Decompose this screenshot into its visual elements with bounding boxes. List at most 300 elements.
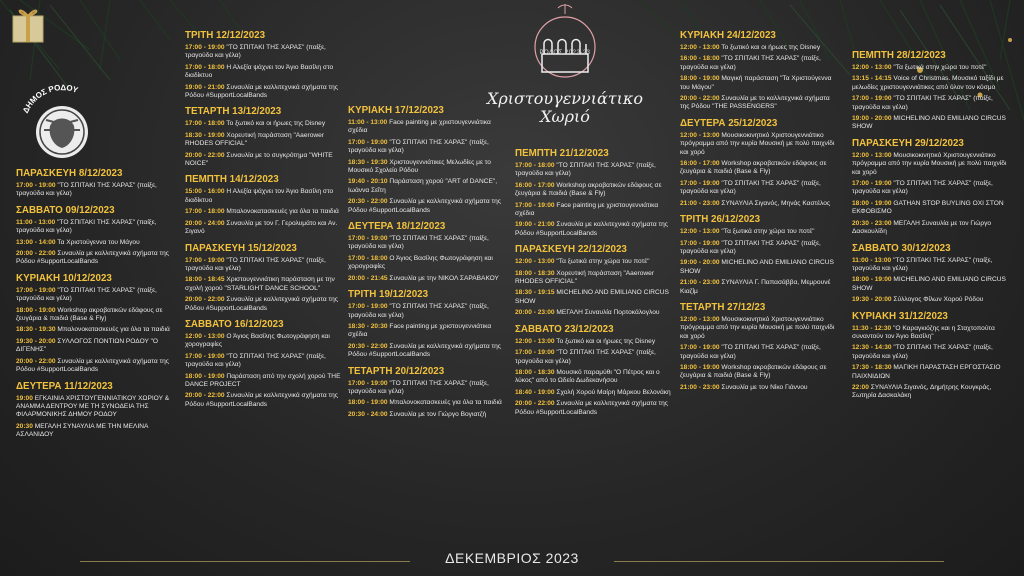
event-time: 20:00 - 22:00	[680, 95, 720, 103]
event-item	[852, 180, 1012, 197]
event-time: 15:00 - 16:00	[185, 188, 225, 196]
event-description: ΣΥΝΑΥΛΙΑ Γ. Παπασάββα, Μεμρουνέ Κιαζίμ	[680, 279, 831, 295]
day-block	[852, 138, 1012, 237]
event-description: MICHELINO AND EMILIANO CIRCUS SHOW	[852, 276, 1006, 292]
event-time: 17:00 - 19:00	[852, 95, 892, 103]
event-time: 19:00	[16, 394, 33, 402]
day-block	[515, 148, 675, 238]
logo-top-text: ΡΟΔΟΣ 2022-23	[539, 50, 591, 56]
event-time: 17:00 - 19:00	[852, 180, 892, 188]
month-title: ΔΕΚΕΜΒΡΙΟΣ 2023	[445, 550, 579, 566]
event-time: 18:30 - 19:30	[16, 326, 56, 334]
event-item	[852, 257, 1012, 274]
event-item	[185, 152, 345, 169]
event-description: "ΤΟ ΣΠΙΤΑΚΙ ΤΗΣ ΧΑΡΑΣ" (παίξε, τραγούδα και γέλα)	[680, 179, 821, 196]
event-time: 18:00 - 19:00	[852, 276, 892, 284]
event-description: Σχολή Χορού Μαίρη Μάρκου Βελονάκη	[554, 388, 671, 396]
event-description: Το ξωτικό και οι ήρωες της Disney	[224, 120, 326, 128]
ornament-icon	[500, 2, 630, 82]
event-time: 12:00 - 13:00	[680, 228, 720, 236]
event-item	[680, 95, 840, 112]
event-item	[185, 64, 345, 81]
event-item	[852, 364, 1012, 381]
day-title: ΠΕΜΠΤΗ 28/12/2023	[852, 50, 946, 61]
event-description: Συναυλία με το καλλιτεχνικά σχήματα της Ρόδου "THE PASSENGERS"	[680, 95, 830, 111]
day-block	[680, 118, 840, 208]
event-item	[515, 162, 675, 179]
event-description: MICHELINO AND EMILIANO CIRCUS SHOW	[680, 259, 834, 275]
day-block	[852, 243, 1012, 305]
event-time: 17:00 - 19:00	[515, 349, 555, 357]
schedule-column-2	[185, 30, 345, 415]
event-description: "ΤΟ ΣΠΙΤΑΚΙ ΤΗΣ ΧΑΡΑΣ" (παίξε, τραγούδα και γέλα)	[680, 55, 821, 71]
event-item	[348, 119, 508, 136]
event-description: Face painting με χριστουγεννιάτικα σχέδια	[348, 119, 491, 135]
event-item	[185, 132, 345, 149]
event-description: ΣΥΝΑΥΛΙΑ Σιγανός, Δημήτρης Κουγκράς, Σωτηρία Δασκαλάκη	[852, 383, 992, 400]
event-time: 17:00 - 19:00	[680, 179, 720, 187]
day-block	[185, 243, 345, 313]
event-description: Συναυλία με το συγκρότημα "WHITE NOICE"	[185, 151, 333, 168]
event-description: Μουσικοκινητικό Χριστουγεννιάτικο πρόγραμμα από την κυρία Μουσική με πολύ παιχνίδι και χορό	[680, 315, 835, 340]
event-description: ΜΕΓΑΛΗ ΣΥΝΑΥΛΙΑ ΜΕ ΤΗΝ ΜΕΛΙΝΑ ΑΣΛΑΝΙΔΟΥ	[16, 422, 149, 439]
day-block	[16, 381, 176, 440]
day-title: ΠΕΜΠΤΗ 21/12/2023	[515, 148, 609, 159]
event-time: 17:00 - 18:00	[515, 162, 555, 169]
event-item	[515, 389, 675, 397]
event-time: 19:40 - 20:10	[348, 178, 388, 186]
event-item	[348, 139, 508, 156]
event-time: 17:00 - 19:00	[185, 44, 225, 51]
event-description: MICHELINO AND EMILIANO CIRCUS SHOW	[515, 289, 669, 305]
event-time: 21:00 - 23:00	[680, 279, 720, 287]
event-item	[185, 333, 345, 350]
event-description: Το ξωτικό και οι ήρωες της Disney	[719, 44, 821, 51]
event-description: "Τα ξωτικά στην χώρα του ποτέ"	[554, 258, 650, 266]
event-time: 18:00 - 19:00	[852, 199, 892, 207]
event-description: Η Αλεξία ψάχνει τον Άγιο Βασίλη στο διαδίκτυο	[185, 63, 334, 80]
day-title: ΔΕΥΤΕΡΑ 25/12/2023	[680, 117, 778, 129]
event-time: 18:30 - 19:00	[185, 131, 225, 139]
gift-icon	[8, 6, 48, 44]
day-title: ΠΑΡΑΣΚΕΥΗ 15/12/2023	[185, 242, 297, 254]
event-description: "ΤΟ ΣΠΙΤΑΚΙ ΤΗΣ ΧΑΡΑΣ" (παίξε, τραγούδα και γέλα)	[852, 180, 993, 196]
day-block	[852, 50, 1012, 132]
event-item	[185, 188, 345, 205]
event-item	[16, 423, 176, 440]
event-item	[680, 384, 840, 392]
event-time: 12:00 - 13:00	[852, 151, 892, 159]
day-title: ΠΕΜΠΤΗ 14/12/2023	[185, 174, 279, 186]
event-item	[680, 228, 840, 236]
day-block	[852, 311, 1012, 401]
day-block	[348, 221, 508, 283]
event-item	[680, 55, 840, 72]
event-description: Μαγική παράσταση "Τα Χριστούγεννα του Μάγου"	[680, 75, 832, 91]
footer-divider-right	[614, 561, 944, 562]
event-description: Ο Άγιος Βασίλης Φωτογράφηση και χορογραφίες	[185, 332, 330, 349]
event-time: 18:00 - 18:30	[515, 269, 555, 277]
event-time: 19:00 - 21:00	[515, 221, 555, 229]
event-description: Χριστουγεννιάτικη παράσταση με την σχολή χορού "STARLIGHT DANCE SCHOOL"	[185, 276, 335, 292]
event-time: 18:00 - 19:00	[185, 372, 225, 380]
event-description: Παράσταση χορού "ART of DANCE", Ιωάννα Σεΐτη	[348, 178, 498, 194]
event-time: 12:00 - 13:00	[680, 44, 720, 51]
event-description: Workshop ακροβατικών εδάφους σε ζευγάρια & παιδιά (Base & Fly)	[680, 160, 827, 176]
event-item	[348, 411, 508, 419]
event-description: GATHAN STOP BUYLING ΟΧΙ ΣΤΟΝ ΕΚΦΟΒΙΣΜΟ	[852, 199, 1004, 216]
event-description: "Ο Καραγκιόζης και η Σταχτοπούτα συναντούν τον Άγιο Βασίλη"	[852, 324, 995, 340]
logo-line2: Χωριό	[540, 107, 590, 126]
day-block	[515, 244, 675, 317]
day-title: ΤΕΤΑΡΤΗ 13/12/2023	[185, 106, 282, 118]
event-item	[185, 353, 345, 370]
event-description: ΜΕΓΑΛΗ Συναυλία Πορτοκάλογλου	[554, 309, 660, 317]
event-description: "ΤΟ ΣΠΙΤΑΚΙ ΤΗΣ ΧΑΡΑΣ" (παίξε, τραγούδα και γέλα)	[515, 349, 656, 365]
event-description: Face painting με χριστουγεννιάτικα σχέδια	[515, 201, 659, 218]
event-description: ΣΥΛΛΟΓΟΣ ΠΟΝΤΙΩΝ ΡΟΔΟΥ "Ο ΔΙΓΕΝΗΣ"	[16, 337, 159, 354]
event-time: 12:00 - 13:00	[852, 64, 892, 71]
event-item	[185, 296, 345, 313]
event-item	[348, 159, 508, 176]
event-description: Συναυλία με καλλιτεχνικά σχήματα της Ρόδου #SupportLocalBands	[185, 296, 338, 312]
day-block	[348, 366, 508, 420]
day-title: ΔΕΥΤΕΡΑ 18/12/2023	[348, 221, 446, 233]
event-time: 18:00 - 18:30	[515, 368, 555, 376]
event-item	[515, 270, 675, 287]
event-time: 18:40 - 19:00	[515, 388, 555, 396]
event-item	[680, 259, 840, 276]
event-description: "ΤΟ ΣΠΙΤΑΚΙ ΤΗΣ ΧΑΡΑΣ" (παίξε, τραγούδα και γέλα)	[348, 303, 489, 319]
event-description: "ΤΟ ΣΠΙΤΑΚΙ ΤΗΣ ΧΑΡΑΣ" (παίξε, τραγούδα και γέλα)	[348, 235, 489, 251]
event-item	[16, 239, 176, 247]
day-title: ΤΡΙΤΗ 26/12/2023	[680, 214, 761, 226]
event-item	[680, 180, 840, 197]
event-time: 12:00 - 13:00	[680, 131, 720, 139]
event-time: 17:00 - 19:00	[515, 201, 555, 209]
event-description: Μουσικό παραμύθι "Ο Πέτρος και ο λύκος" από το Ωδείο Δωδεκανήσου	[515, 368, 660, 385]
event-description: Χορευτική παράσταση "Aaerower RHODES OFFICIAL"	[515, 269, 655, 286]
event-item	[348, 380, 508, 397]
day-title: ΚΥΡΙΑΚΗ 10/12/2023	[16, 272, 112, 284]
event-description: Workshop ακροβατικών εδάφους σε ζευγάρια & παιδιά (Base & Fly)	[515, 181, 662, 198]
schedule-column-3	[348, 105, 508, 425]
event-item	[680, 44, 840, 52]
day-title: ΠΑΡΑΣΚΕΥΗ 29/12/2023	[852, 137, 964, 149]
event-time: 20:30 - 23:00	[852, 219, 892, 227]
event-item	[348, 198, 508, 215]
event-description: "ΤΟ ΣΠΙΤΑΚΙ ΤΗΣ ΧΑΡΑΣ" (παίξε, τραγούδα και γέλα)	[515, 162, 656, 178]
event-item	[185, 257, 345, 274]
event-time: 20:00 - 22:00	[515, 400, 555, 408]
event-item	[852, 384, 1012, 401]
logo-line1: Χριστουγεννιάτικο	[486, 89, 644, 108]
event-description: ΕΓΚΑΙΝΙΑ ΧΡΙΣΤΟΥΓΕΝΝΙΑΤΙΚΟΥ ΧΩΡΙΟΥ & ΑΝΑΜΜΑ ΔΕΝΤΡΟΥ ΜΕ ΤΗ ΣΥΝΟΔΕΙΑ ΤΗΣ ΦΙΛΑΡΜΟΝΙΚΗΣ ΔΗΜΟΥ ΡΟΔΟΥ	[16, 394, 170, 419]
day-title: ΠΑΡΑΣΚΕΥΗ 22/12/2023	[515, 244, 627, 256]
event-description: Face painting με χριστουγεννιάτικα σχέδια	[348, 322, 492, 339]
event-description: Συναυλία με την ΝΙΚΟΛ ΣΑΡΑΒΑΚΟΥ	[387, 274, 499, 282]
day-title: ΣΑΒΒΑΤΟ 16/12/2023	[185, 318, 284, 330]
event-item	[852, 64, 1012, 72]
event-description: "ΤΟ ΣΠΙΤΑΚΙ ΤΗΣ ΧΑΡΑΣ" (παίξε, τραγούδα και γέλα)	[852, 344, 993, 360]
event-time: 17:00 - 19:00	[348, 235, 388, 243]
event-time: 18:00 - 18:45	[185, 276, 225, 284]
event-item	[16, 250, 176, 267]
event-description: Workshop ακροβατικών εδάφους σε ζευγάρια & παιδιά (Base & Fly)	[680, 363, 827, 380]
event-item	[515, 400, 675, 417]
event-item	[348, 178, 508, 195]
event-item	[348, 255, 508, 272]
day-block	[16, 273, 176, 375]
event-description: Συναυλία με τον Νίκο Γιάννου	[719, 383, 808, 391]
event-time: 17:00 - 19:00	[680, 344, 720, 352]
day-block	[16, 168, 176, 199]
event-description: Συναυλία με καλλιτεχνικά σχήματα της Ρόδου #SupportLocalBands	[185, 392, 338, 408]
event-item	[852, 200, 1012, 217]
event-description: Workshop ακροβατικών εδάφους σε ζευγάρια & παιδιά (Base & Fly)	[16, 306, 163, 323]
event-time: 20:00 - 22:00	[16, 250, 56, 258]
event-item	[16, 338, 176, 355]
day-block	[185, 174, 345, 236]
event-time: 18:00 - 19:00	[680, 363, 720, 371]
event-item	[515, 182, 675, 199]
event-time: 19:00 - 20:00	[852, 115, 892, 123]
event-item	[348, 399, 508, 407]
day-title: ΣΑΒΒΑΤΟ 23/12/2023	[515, 323, 614, 335]
event-description: "ΤΟ ΣΠΙΤΑΚΙ ΤΗΣ ΧΑΡΑΣ" (παίξε, τραγούδα και γέλα)	[680, 344, 821, 360]
event-description: Συναυλία με καλλιτεχνικά σχήματα της Ρόδου #SupportLocalBands	[348, 198, 501, 214]
event-description: Συναυλία με καλλιτεχνικά σχήματα της Ρόδου #SupportLocalBands	[515, 400, 668, 416]
event-item	[852, 344, 1012, 361]
event-item	[16, 219, 176, 236]
event-item	[348, 303, 508, 320]
event-description: Μουσικοκινητικό Χριστουγεννιάτικο πρόγραμμα από την κυρία Μουσική με πολύ παιχνίδι και χορό	[680, 131, 835, 156]
event-time: 17:00 - 19:00	[348, 379, 388, 387]
day-title: ΣΑΒΒΑΤΟ 30/12/2023	[852, 242, 951, 254]
event-item	[515, 309, 675, 317]
event-time: 11:30 - 12:30	[852, 324, 892, 332]
event-time: 18:00 - 19:00	[348, 399, 388, 407]
event-item	[185, 120, 345, 128]
event-time: 17:00 - 18:00	[185, 208, 225, 216]
event-time: 17:00 - 19:00	[348, 303, 388, 311]
event-description: Συναυλία με καλλιτεχνικά σχήματα της Ρόδου #SupportLocalBands	[16, 250, 169, 266]
event-item	[680, 316, 840, 341]
event-item	[16, 326, 176, 334]
day-block	[348, 289, 508, 359]
event-time: 17:30 - 18:30	[852, 364, 892, 372]
event-description: Μπαλονοκατασκευές για όλα τα παιδιά	[55, 326, 170, 334]
event-description: Συναυλία με τον Γ. Γερολυμάτο και Αν. Σιγανό	[185, 219, 338, 236]
event-time: 20:00 - 21:45	[348, 274, 388, 282]
event-item	[185, 373, 345, 390]
day-title: ΣΑΒΒΑΤΟ 09/12/2023	[16, 204, 115, 216]
event-item	[515, 349, 675, 366]
event-time: 16:00 - 17:00	[515, 181, 555, 189]
day-title: ΔΕΥΤΕΡΑ 11/12/2023	[16, 380, 113, 392]
event-description: Το ξωτικό και οι ήρωες της Disney	[554, 337, 656, 345]
event-time: 11:00 - 13:00	[348, 119, 388, 126]
event-description: Χορευτική παράσταση "Aaerower RHODES OFFICIAL"	[185, 131, 325, 148]
event-description: "ΤΟ ΣΠΙΤΑΚΙ ΤΗΣ ΧΑΡΑΣ" (παίξε, τραγούδα και γέλα)	[348, 138, 489, 155]
day-title: ΤΡΙΤΗ 12/12/2023	[185, 30, 266, 41]
event-description: "ΤΟ ΣΠΙΤΑΚΙ ΤΗΣ ΧΑΡΑΣ" (παίξε, τραγούδα και γέλα)	[348, 379, 489, 395]
municipality-emblem	[10, 60, 115, 170]
schedule-column-6	[852, 50, 1012, 407]
day-block	[185, 319, 345, 409]
event-time: 20:00 - 22:00	[16, 357, 56, 365]
event-time: 11:00 - 13:00	[852, 256, 892, 264]
event-time: 20:00 - 22:00	[185, 392, 225, 400]
event-item	[515, 369, 675, 386]
event-description: Μπαλονοκατασκευές για όλα τα παιδιά	[224, 208, 339, 216]
event-description: "ΤΟ ΣΠΙΤΑΚΙ ΤΗΣ ΧΑΡΑΣ" (παίξε, τραγούδα και γέλα)	[852, 95, 993, 111]
event-time: 20:30 - 22:00	[348, 342, 388, 350]
event-time: 12:00 - 13:00	[680, 315, 720, 323]
footer-divider-left	[80, 561, 410, 562]
event-item	[185, 44, 345, 61]
event-time: 22:00	[852, 383, 869, 391]
schedule-column-1	[16, 168, 176, 446]
event-item	[348, 235, 508, 252]
day-block	[680, 214, 840, 296]
event-item	[348, 343, 508, 360]
event-description: "ΤΟ ΣΠΙΤΑΚΙ ΤΗΣ ΧΑΡΑΣ" (παίξε, τραγούδα και γέλα)	[16, 286, 157, 303]
event-time: 18:30 - 20:30	[348, 322, 388, 330]
event-time: 18:00 - 19:00	[680, 75, 720, 83]
event-item	[185, 220, 345, 237]
event-item	[185, 208, 345, 216]
event-time: 16:00 - 17:00	[680, 160, 720, 168]
footer	[0, 550, 1024, 572]
event-description: Τα Χριστούγεννα του Μάγου	[55, 238, 140, 246]
event-item	[185, 84, 345, 101]
event-time: 21:00 - 23:00	[680, 383, 720, 391]
event-description: "Τα ξωτικά στην χώρα του ποτέ"	[891, 64, 987, 71]
event-item	[348, 323, 508, 340]
event-item	[680, 200, 840, 208]
event-item	[16, 358, 176, 375]
event-description: Σύλλογος Φίλων Χορού Ρόδου	[891, 296, 984, 304]
event-description: Συναυλία με καλλιτεχνικά σχήματα της Ρόδου #SupportLocalBands	[185, 83, 338, 100]
event-time: 20:30 - 22:00	[348, 198, 388, 206]
event-description: Συναυλία με καλλιτεχνικά σχήματα της Ρόδου #SupportLocalBands	[515, 221, 668, 237]
event-description: Χριστουγεννιάτικες Μελωδίες με το Μουσικό Σχολείο Ρόδου	[348, 158, 491, 175]
event-time: 17:00 - 19:00	[348, 138, 388, 146]
event-description: Παράσταση από την σχολή χορού THE DANCE PROJECT	[185, 372, 341, 388]
event-item	[515, 221, 675, 238]
event-time: 17:00 - 18:00	[185, 120, 225, 128]
event-item	[852, 115, 1012, 132]
event-item	[852, 75, 1012, 92]
event-time: 17:00 - 19:00	[185, 256, 225, 264]
event-time: 20:30	[16, 422, 33, 430]
village-logo	[486, 2, 644, 142]
event-time: 17:00 - 19:00	[16, 286, 56, 294]
event-item	[852, 325, 1012, 342]
event-item	[852, 296, 1012, 304]
event-description: Συναυλία με καλλιτεχνικά σχήματα της Ρόδου #SupportLocalBands	[16, 357, 169, 374]
event-time: 12:30 - 14:30	[852, 344, 892, 352]
event-time: 18:00 - 19:00	[16, 306, 56, 314]
day-title: ΤΕΤΑΡΤΗ 20/12/2023	[348, 365, 445, 377]
event-description: Η Αλεξία ψάχνει τον Άγιο Βασίλη στο διαδίκτυο	[185, 188, 334, 204]
event-time: 12:00 - 13:00	[515, 337, 555, 345]
event-item	[515, 289, 675, 306]
day-title: ΤΕΤΑΡΤΗ 27/12/23	[680, 301, 766, 313]
event-description: "ΤΟ ΣΠΙΤΑΚΙ ΤΗΣ ΧΑΡΑΣ" (παίξε, τραγούδα και γέλα)	[16, 182, 157, 198]
day-block	[16, 205, 176, 267]
event-time: 20:00 - 23:00	[515, 309, 555, 317]
event-item	[852, 95, 1012, 112]
event-time: 13:15 - 14:15	[852, 75, 892, 83]
day-block	[515, 324, 675, 417]
event-description: ΜΕΓΑΛΗ Συναυλία με τον Γιώργο Δασκουλίδη	[852, 219, 992, 236]
event-description: "ΤΟ ΣΠΙΤΑΚΙ ΤΗΣ ΧΑΡΑΣ" (παίξε, τραγούδα και γέλα)	[185, 44, 326, 60]
schedule-column-5	[680, 30, 840, 398]
event-item	[852, 276, 1012, 293]
event-description: "Τα ξωτικά στην χώρα του ποτέ"	[719, 228, 815, 236]
day-title: ΚΥΡΙΑΚΗ 24/12/2023	[680, 30, 776, 41]
event-time: 19:00 - 20:00	[680, 259, 720, 267]
event-item	[16, 395, 176, 420]
event-description: MICHELINO AND EMILIANO CIRCUS SHOW	[852, 115, 1006, 131]
event-item	[680, 160, 840, 177]
event-description: ΜΑΓΙΚΗ ΠΑΡΑΣΤΑΣΗ ΕΡΓΟΣΤΑΣΙΟ ΠΑΙΧΝΙΔΙΩΝ	[852, 364, 1001, 380]
event-description: "ΤΟ ΣΠΙΤΑΚΙ ΤΗΣ ΧΑΡΑΣ" (παίξε, τραγούδα και γέλα)	[852, 256, 993, 272]
event-description: Μουσικοκινητικό Χριστουγεννιάτικο πρόγραμμα από την κυρία Μουσική με πολύ παιχνίδι και χορό	[852, 151, 1007, 176]
event-description: Μπαλονοκατασκευές για όλα τα παιδιά	[387, 399, 502, 407]
event-description: "ΤΟ ΣΠΙΤΑΚΙ ΤΗΣ ΧΑΡΑΣ" (παίξε, τραγούδα και γέλα)	[185, 352, 326, 369]
day-block	[680, 30, 840, 112]
day-title: ΤΡΙΤΗ 19/12/2023	[348, 289, 429, 301]
event-time: 20:30 - 24:00	[348, 410, 388, 418]
day-title: ΠΑΡΑΣΚΕΥΗ 8/12/2023	[16, 168, 123, 179]
event-time: 17:00 - 19:00	[16, 182, 56, 189]
day-block	[348, 105, 508, 215]
event-time: 17:00 - 18:00	[348, 254, 388, 262]
event-time: 12:00 - 13:00	[185, 332, 225, 340]
event-time: 17:00 - 18:00	[185, 63, 225, 71]
event-time: 17:00 - 19:00	[680, 239, 720, 247]
event-item	[16, 287, 176, 304]
day-title: ΚΥΡΙΑΚΗ 17/12/2023	[348, 105, 444, 116]
event-description: Συναυλία με καλλιτεχνικά σχήματα της Ρόδου #SupportLocalBands	[348, 342, 501, 359]
event-time: 19:30 - 20:00	[852, 296, 892, 304]
event-item	[185, 276, 345, 293]
day-title: ΚΥΡΙΑΚΗ 31/12/2023	[852, 310, 948, 322]
event-item	[852, 220, 1012, 237]
event-time: 11:00 - 13:00	[16, 218, 56, 226]
event-time: 20:00 - 22:00	[185, 151, 225, 159]
event-time: 20:00 - 24:00	[185, 219, 225, 227]
event-time: 18:30 - 19:30	[348, 158, 388, 166]
event-item	[680, 132, 840, 157]
event-description: ΣΥΝΑΥΛΙΑ Σιγανός, Μηνάς Καστέλος	[719, 199, 831, 207]
event-item	[680, 279, 840, 296]
event-description: "ΤΟ ΣΠΙΤΑΚΙ ΤΗΣ ΧΑΡΑΣ" (παίξε, τραγούδα και γέλα)	[185, 256, 326, 272]
event-item	[185, 392, 345, 409]
event-time: 21:00 - 23:00	[680, 199, 720, 207]
event-item	[680, 344, 840, 361]
schedule-column-4	[515, 148, 675, 423]
event-description: Συναυλία με τον Γιώργο Βογιατζή	[387, 410, 487, 418]
event-item	[515, 258, 675, 266]
day-block	[185, 30, 345, 100]
event-item	[16, 307, 176, 324]
event-item	[680, 364, 840, 381]
event-item	[680, 240, 840, 257]
